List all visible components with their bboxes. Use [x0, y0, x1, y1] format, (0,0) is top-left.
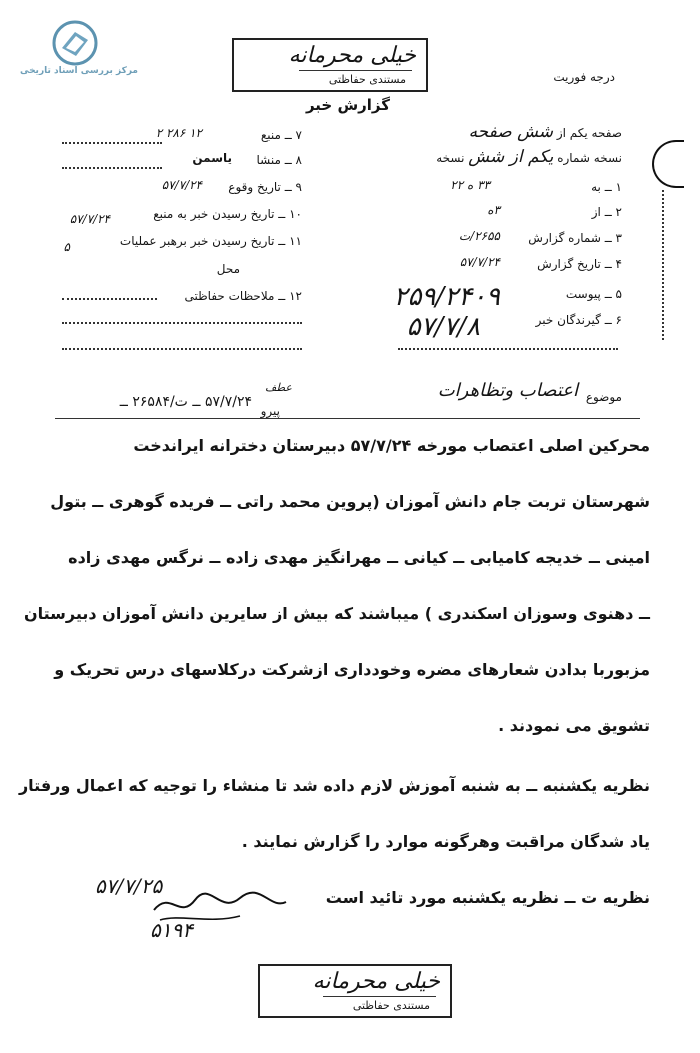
stamp-subtitle: مستندی حفاظتی [352, 999, 430, 1012]
body-line-4: ــ دهنوی وسوزان اسکندری ) میباشند که بیش از سایرین دانش آموزان دبیرستان [23, 604, 650, 623]
field-recipients: ۶ ــ گیرندگان خبر [535, 313, 622, 327]
field-received-source-value: ۵۷/۷/۲۴ [69, 212, 110, 226]
field-security-notes: ۱۲ ــ ملاحظات حفاظتی [184, 289, 302, 303]
body-line-5: مزبوربا بدادن شعارهای مضره وخودداری ازشرکت درکلاسهای درس تحریک و [54, 660, 650, 679]
field-received-leader: ۱۱ ــ تاریخ رسیدن خبر برهبر عملیات [119, 234, 302, 248]
subject-label: موضوع [585, 390, 622, 404]
page-title: گزارش خبر [305, 96, 390, 114]
opinion-line-1: نظریه یکشنبه ــ به شنبه آموزش لازم داده شد تا منشاء را توجیه که اعمال ورفتار [18, 776, 650, 795]
signature-date: ۵۷/۷/۲۵ [95, 874, 163, 898]
stamp-handwriting: خیلی محرمانه [312, 969, 440, 994]
field-received-source: ۱۰ ــ تاریخ رسیدن خبر به منبع [153, 207, 302, 221]
body-line-1: محرکین اصلی اعتصاب مورخه ۵۷/۷/۲۴ دبیرستان دخترانه ایراندخت [133, 436, 650, 455]
margin-bracket [652, 140, 684, 188]
field-from: ۲ ــ از [591, 205, 622, 219]
subject-value: اعتصاب وتظاهرات [437, 380, 578, 401]
margin-dotted-line [662, 190, 664, 340]
field-source: ۷ ــ منبع [260, 128, 302, 142]
field-origin: ۸ ــ منشا [256, 153, 302, 167]
subject-ref-value: ۵۷/۷/۲۴ ــ ت/۲۶۵۸۴ ــ [119, 394, 252, 410]
field-report-date-value: ۵۷/۷/۲۴ [459, 255, 500, 269]
body-line-2: شهرستان تربت جام دانش آموزان (پروین محمد راتی ــ فریده گوهری ــ بتول [50, 492, 650, 511]
stamp-handwriting: خیلی محرمانه [288, 43, 416, 68]
subject-ref-hand: عطف [265, 381, 292, 394]
field-place: محل [216, 262, 240, 276]
field-report-number: ۳ ــ شماره گزارش [528, 231, 622, 245]
priority-label: درجه فوریت [553, 70, 615, 84]
classification-stamp-bottom [258, 964, 452, 1018]
field-to-value: ۳۳ ه ۲۲ [450, 178, 490, 192]
opinion-t-line: نظریه ت ــ نظریه یکشنبه مورد تائید است [325, 888, 650, 907]
book-circle-logo-icon [52, 20, 98, 66]
body-line-6: تشویق می نمودند . [498, 716, 650, 735]
hand-note-date: ۵۷/۷/۸ [406, 312, 480, 342]
field-event-date: ۹ ــ تاریخ وقوع [228, 180, 302, 194]
field-from-value: ۳ه [487, 203, 500, 217]
watermark-text: مرکز بررسی اسناد تاریخی [19, 66, 139, 76]
field-origin-value: یاسمن [192, 151, 232, 165]
stamp-subtitle: مستندی حفاظتی [328, 73, 406, 86]
field-to: ۱ ــ به [591, 180, 622, 194]
field-report-date: ۴ ــ تاریخ گزارش [537, 257, 622, 271]
copy-line: نسخه شماره یکم از شش نسخه [436, 147, 622, 167]
field-event-date-value: ۵۷/۷/۲۴ [161, 178, 202, 192]
subject-ref-sub: پیرو [260, 404, 280, 418]
body-line-3: امینی ــ خدیجه کامیابی ــ کیانی ــ مهرانگیز مهدی زاده ــ نرگس مهدی زاده [68, 548, 650, 567]
field-received-leader-value: ۵ [63, 240, 70, 254]
signature-code: ۵۱۹۴ [150, 918, 193, 942]
field-attachment: ۵ ــ پیوست [565, 287, 622, 301]
page-line: صفحه یکم از شش صفحه [468, 122, 622, 142]
hand-note-number: ۲۵۹/۲۴۰۹ [393, 282, 500, 312]
field-report-number-value: ۲۶۵۵/ت [458, 229, 500, 243]
field-source-value: ۲ ۲۸۶ ۱۲ [155, 126, 202, 140]
opinion-line-2: یاد شدگان مراقبت وهرگونه موارد را گزارش نمایند . [241, 832, 650, 851]
classification-stamp-top [232, 38, 428, 92]
